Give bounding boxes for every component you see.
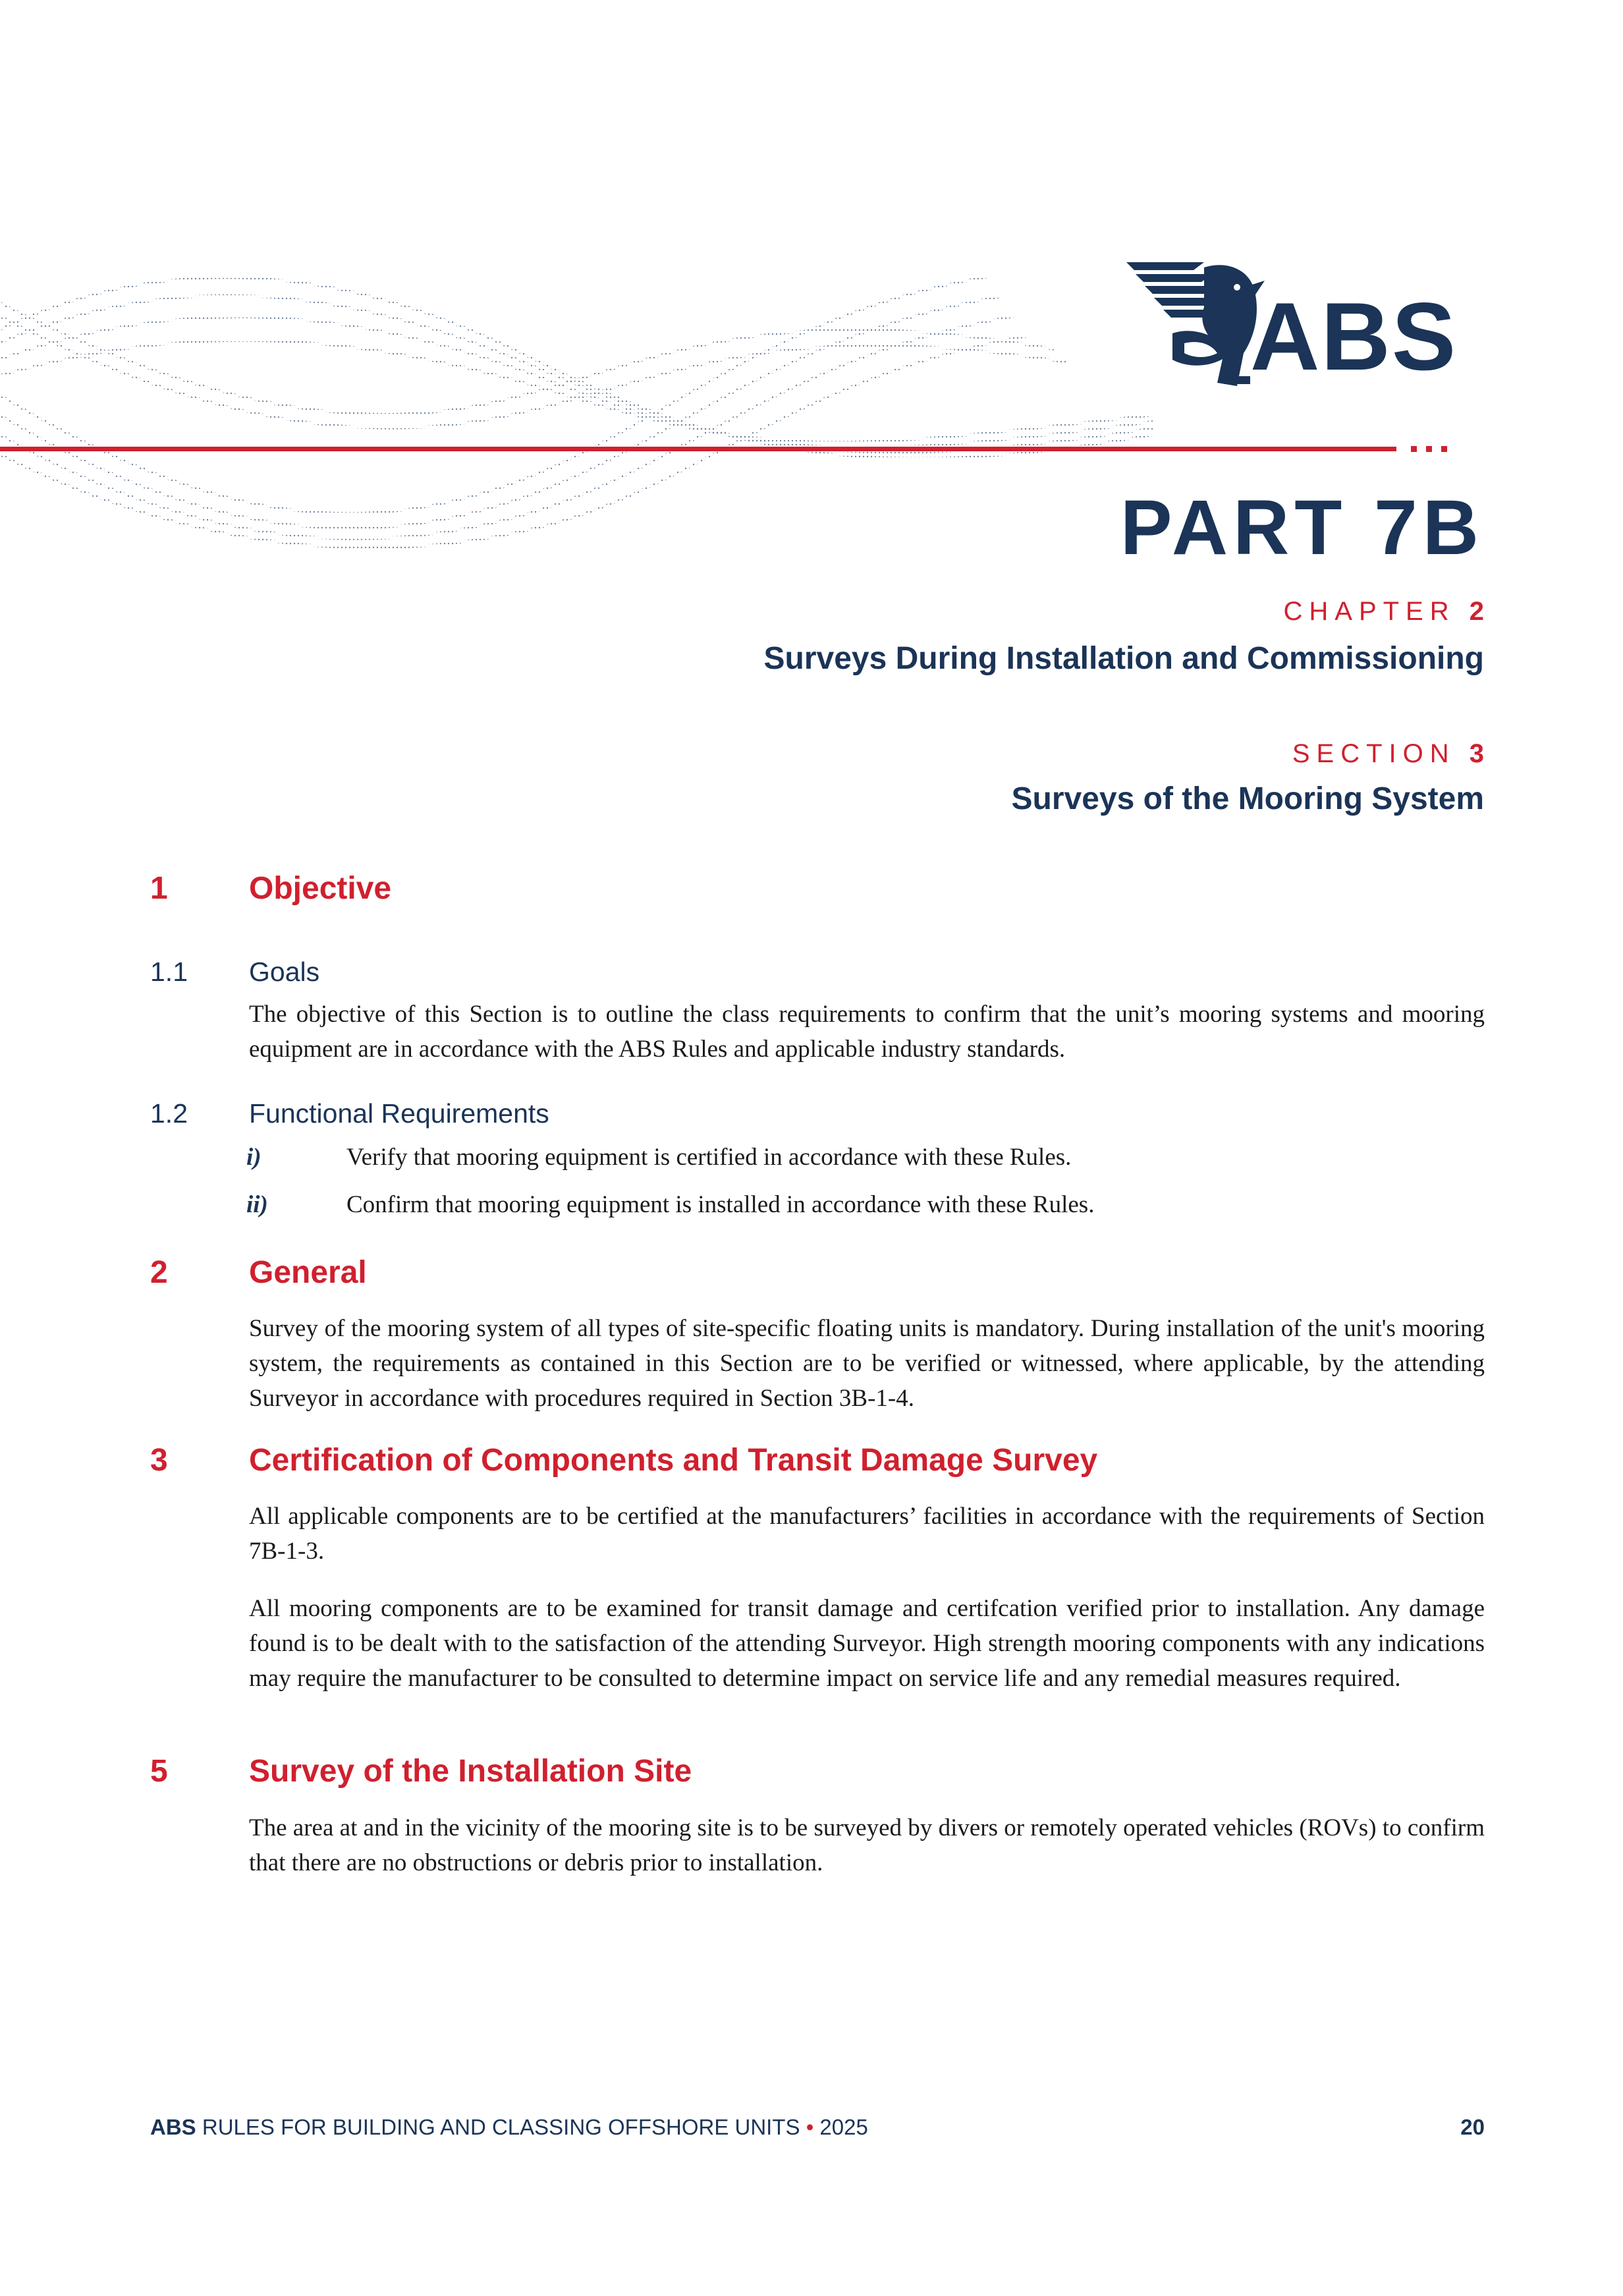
- list-item: [0, 1192, 1623, 1219]
- decorative-wave-graphic: [0, 237, 1153, 606]
- section-title: Surveys of the Mooring System: [1011, 781, 1484, 816]
- rule-dot: [1441, 446, 1447, 452]
- list-item-text: Verify that mooring equipment is certified in accordance with these Rules.: [346, 1144, 1072, 1171]
- chapter-title: Surveys During Installation and Commissioning: [763, 641, 1484, 676]
- heading-title: Certification of Components and Transit Damage Survey: [249, 1443, 1098, 1478]
- page-number: 20: [1460, 2115, 1485, 2139]
- section-label: SECTION 3: [1292, 739, 1484, 768]
- paragraph: The objective of this Section is to outline the class requirements to confirm that the unit’s mooring systems and mooring equipment are in accordance with the ABS Rules and applicable industry standards.: [249, 1001, 1485, 1063]
- list-item: [0, 1145, 1623, 1171]
- abs-logo-wordmark: ABS: [1250, 283, 1458, 390]
- heading-title: Objective: [249, 871, 392, 906]
- footer-brand: ABS: [150, 2115, 196, 2139]
- list-item-label: ii): [246, 1191, 268, 1218]
- list-item-label: i): [246, 1144, 261, 1171]
- heading-title: General: [249, 1255, 367, 1290]
- chapter-label: CHAPTER 2: [1283, 597, 1484, 626]
- heading-section-3: [0, 1445, 1623, 1478]
- header-red-rule: [0, 447, 1396, 451]
- heading-number: 1.1: [150, 957, 188, 987]
- heading-title: Goals: [249, 957, 320, 987]
- heading-subsection-1-2: [0, 1100, 1623, 1129]
- heading-section-5: [0, 1756, 1623, 1789]
- footer-year: 2025: [819, 2115, 868, 2139]
- heading-title: Survey of the Installation Site: [249, 1754, 692, 1789]
- heading-number: 3: [150, 1443, 168, 1478]
- heading-section-2: [0, 1257, 1623, 1290]
- paragraph: All applicable components are to be certified at the manufacturers’ facilities in accordance with the requirements of Section 7B-1-3.: [249, 1503, 1485, 1565]
- heading-subsection-1-1: [0, 959, 1623, 988]
- heading-number: 2: [150, 1255, 168, 1290]
- paragraph: All mooring components are to be examined for transit damage and certifcation verified prior to installation. Any damage found is to be dealt with to the satisfaction of the attending Surveyor. High strength mooring components with any indications may require the manufacturer to be consulted to determine impact on service life and any remedial measures required.: [249, 1595, 1485, 1692]
- heading-number: 1: [150, 871, 168, 906]
- heading-section-1: [0, 873, 1623, 906]
- rule-dot: [1426, 446, 1432, 452]
- paragraph: The area at and in the vicinity of the mooring site is to be surveyed by divers or remotely operated vehicles (ROVs) to confirm that there are no obstructions or debris prior to installation.: [249, 1814, 1485, 1876]
- heading-number: 1.2: [150, 1098, 188, 1129]
- section-number: 3: [1469, 739, 1484, 768]
- page-footer: [150, 2116, 1485, 2142]
- heading-number: 5: [150, 1754, 168, 1789]
- rule-dot: [1411, 446, 1417, 452]
- part-title: PART 7B: [1120, 484, 1484, 571]
- chapter-number: 2: [1469, 597, 1484, 626]
- paragraph: Survey of the mooring system of all types of site-specific floating units is mandatory. During installation of the unit's mooring system, the requirements as contained in this Section are to be verified or witnessed, where applicable, by the attending Surveyor in accordance with procedures required in Section 3B-1-4.: [249, 1315, 1485, 1412]
- footer-bullet: •: [806, 2115, 814, 2139]
- footer-title: ABS RULES FOR BUILDING AND CLASSING OFFSHORE UNITS • 2025: [150, 2115, 868, 2139]
- list-item-text: Confirm that mooring equipment is installed in accordance with these Rules.: [346, 1191, 1095, 1218]
- heading-title: Functional Requirements: [249, 1098, 549, 1129]
